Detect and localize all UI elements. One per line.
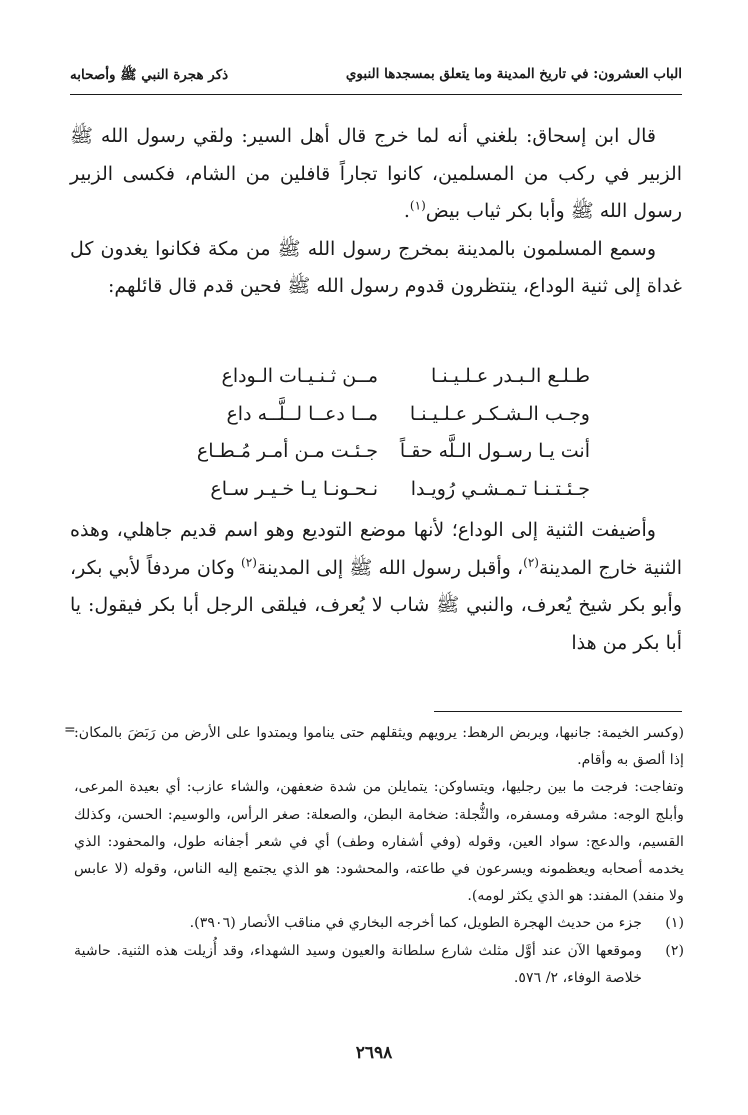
footnote-ref-2: (٢)	[523, 555, 539, 570]
footnote-continued-1: (وكسر الخيمة: جانبها، ويربض الرهط: يرويهم ويثقلهم حتى يناموا ويمتدوا على الأرض من رَبَضَ بالمكان: إذا ألصق به وأقام.	[74, 725, 684, 769]
footnote-ref-1: (١)	[409, 198, 426, 213]
page-number: ٢٦٩٨	[355, 1043, 393, 1063]
footnote-continued-2: وتفاجت: فرجت ما بين رجليها، ويتساوكن: يتمايلن من شدة ضعفهن، والشاء عازب: أي بعيدة المرعى، وأبلج الوجه: مشرقه ومسفره، والثُّجلة: ضخامة البطن، والصعلة: صغر الرأس، والوسيم: الحسن، وكذلك القسيم، والدعج: سواد العين، وقوله (وفي أشفاره وطف) أي في شعر أجفانه طول، والمحفود: الذي يخدمه أصحابه ويعظمونه ويسرعون في طاعته، والمحشود: هو الذي يجتمع إليه الناس، وقوله (لا عابس ولا منفد) المفند: هو الذي يكثر لومه).	[74, 779, 684, 905]
verse-second-hemistich: مــا دعــا لــلَّــه داع	[226, 402, 378, 425]
poem	[150, 358, 590, 508]
footnotes	[74, 720, 684, 992]
poem-verse	[150, 358, 590, 396]
poem-verse	[150, 471, 590, 509]
paragraph-3: وأضيفت الثنية إلى الوداع؛ لأنها موضع التوديع وهو اسم قديم جاهلي، وهذه الثنية خارج المدينة$^{(٢)}$، وأقبل رسول الله ﷺ إلى المدينة$^{(٢)}$ وكان مردفاً لأبي بكر، وأبو بكر شيخ يُعرف، والنبي ﷺ شاب لا يُعرف، فيلقى الرجل أبا بكر فيقول: يا أبا بكر من هذا	[70, 519, 682, 654]
footnote-separator	[434, 711, 682, 712]
section-title: ذكر هجرة النبي ﷺ وأصحابه	[70, 67, 229, 83]
footnote-number: (١)	[665, 915, 684, 932]
footnote-number: (٢)	[665, 942, 684, 959]
poem-verse	[150, 433, 590, 471]
verse-first-hemistich: جـئـتـنـا تـمـشـي رُويـدا	[410, 477, 590, 500]
running-header	[70, 60, 682, 95]
verse-second-hemistich: مــن ثـنـيـات الـوداع	[221, 365, 378, 387]
footnote-continuation-mark: =	[64, 722, 76, 738]
verse-second-hemistich: نـحـونـا يـا خـيـر سـاع	[210, 477, 378, 500]
paragraph-2: وسمع المسلمون بالمدينة بمخرج رسول الله ﷺ من مكة فكانوا يغدون كل غداة إلى ثنية الوداع، ينتظرون قدوم رسول الله ﷺ فحين قدم قال قائلهم:	[70, 237, 682, 298]
main-text	[70, 118, 682, 306]
chapter-title: الباب العشرون: في تاريخ المدينة وما يتعلق بمسجدها النبوي	[345, 66, 682, 82]
main-text-continued	[70, 512, 682, 662]
poem-verse	[150, 396, 590, 434]
verse-second-hemistich: جـئـت مـن أمـر مُـطـاع	[196, 440, 378, 463]
footnote-ref-2b: (٢)	[241, 555, 257, 570]
footnote-1: (١) جزء من حديث الهجرة الطويل، كما أخرجه البخاري في مناقب الأنصار (٣٩٠٦).	[74, 910, 684, 937]
verse-first-hemistich: وجـب الـشـكـر عـلـيـنـا	[409, 402, 590, 425]
verse-first-hemistich: أنت يـا رسـول الـلَّه حقـاً	[399, 440, 590, 463]
paragraph-1: قال ابن إسحاق: بلغني أنه لما خرج قال أهل السير: ولقي رسول الله ﷺ الزبير في ركب من المسلمين، كانوا تجاراً قافلين من الشام، فكسى الزبير رسول الله ﷺ وأبا بكر ثياب بيض$^{(١)}$.	[70, 125, 682, 223]
footnote-2: (٢) وموقعها الآن عند أوَّل مثلث شارع سلطانة والعيون وسيد الشهداء، وقد أُزيلت هذه الثنية. حاشية خلاصة الوفاء، ٢/ ٥٧٦.	[74, 938, 684, 992]
verse-first-hemistich: طـلـع الـبـدر عـلـيـنـا	[431, 365, 590, 387]
